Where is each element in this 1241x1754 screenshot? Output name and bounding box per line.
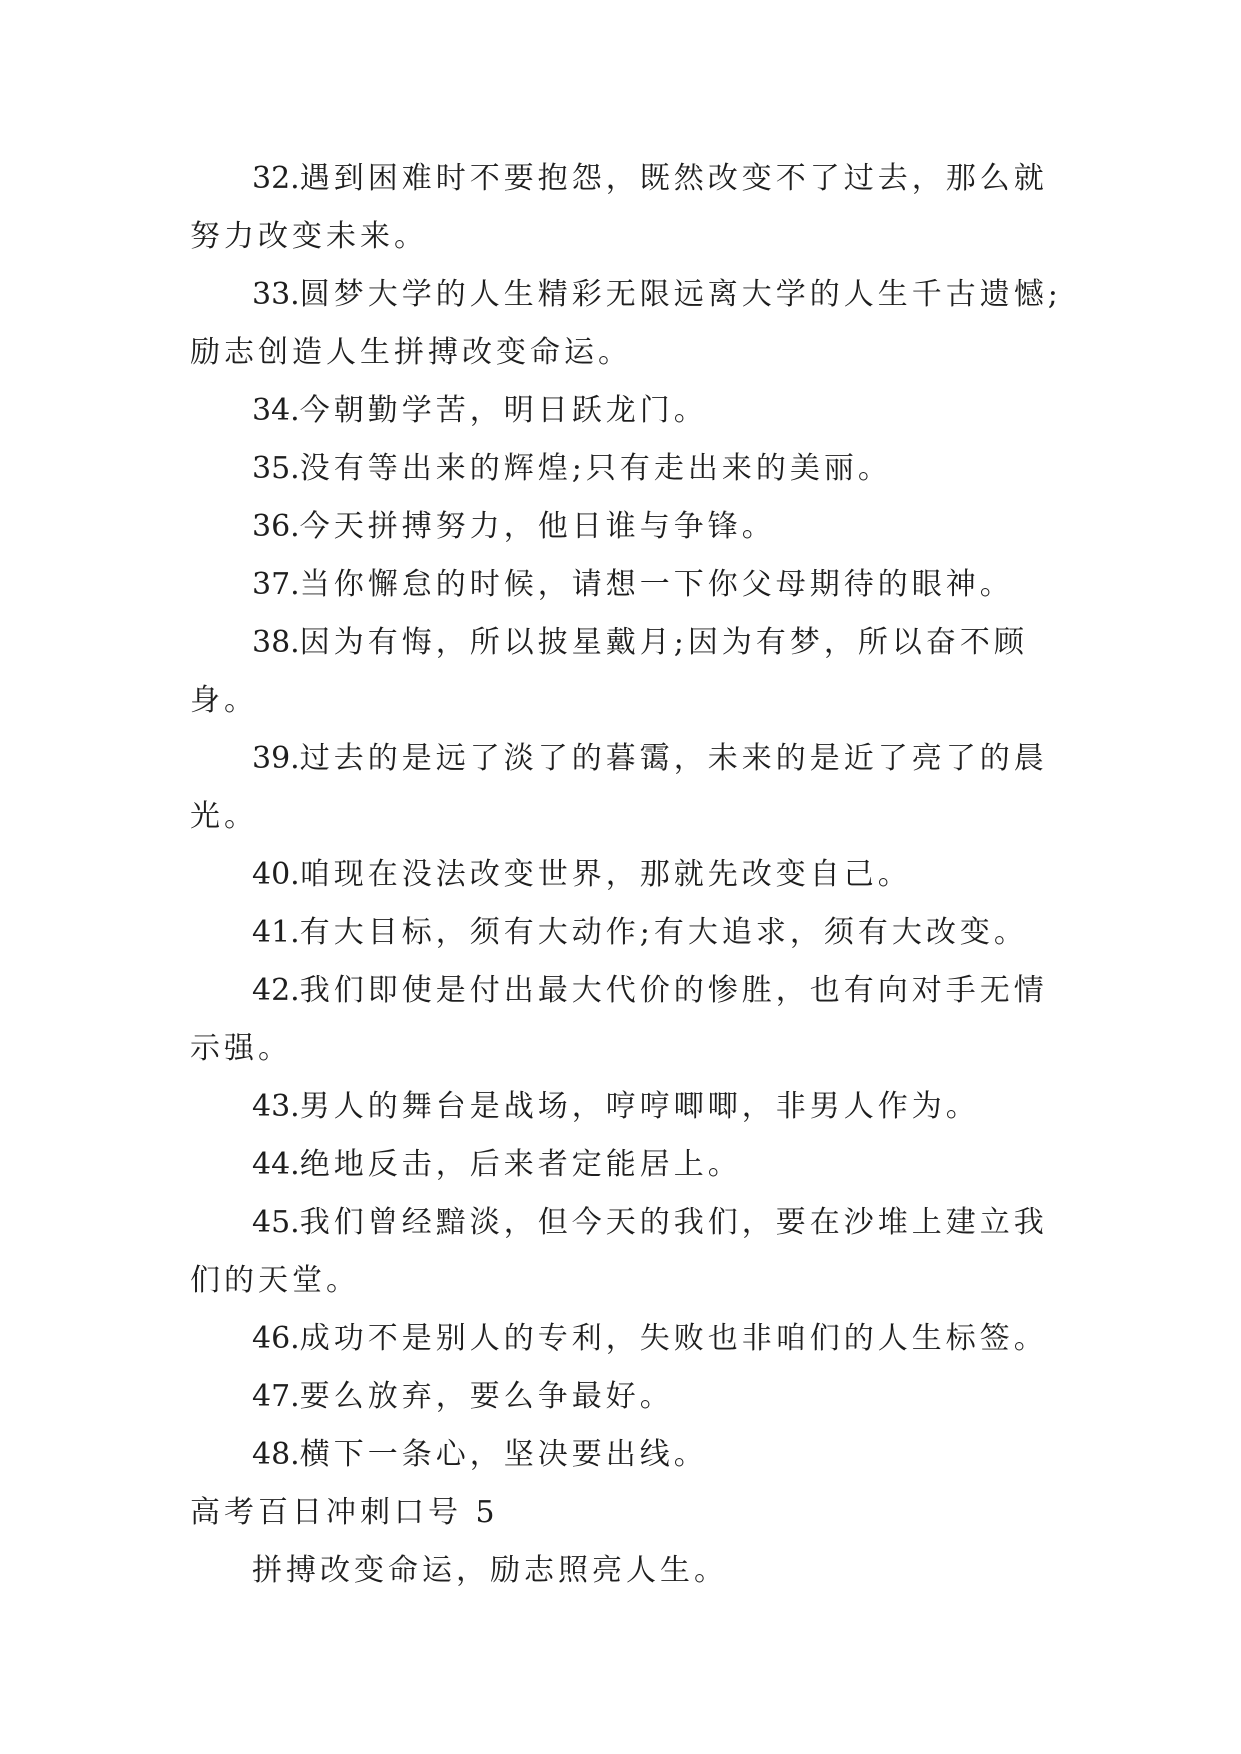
item-number: 40.	[252, 857, 300, 892]
item-number: 38.	[252, 625, 300, 660]
item-number: 37.	[252, 567, 300, 602]
list-item	[190, 962, 1070, 1078]
item-text: 过去的是远了淡了的暮霭，未来的是近了亮了的晨光。	[190, 741, 1048, 834]
list-item	[190, 556, 1070, 614]
item-text: 咱现在没法改变世界，那就先改变自己。	[299, 857, 912, 892]
item-text: 我们即使是付出最大代价的惨胜，也有向对手无情示强。	[190, 973, 1048, 1066]
list-item	[190, 614, 1070, 730]
item-text: 有大目标，须有大动作;有大追求，须有大改变。	[299, 915, 1028, 950]
list-item	[190, 440, 1070, 498]
item-text: 绝地反击，后来者定能居上。	[299, 1147, 742, 1182]
item-text: 要么放弃，要么争最好。	[299, 1379, 674, 1414]
list-item	[190, 846, 1070, 904]
list-item	[190, 1194, 1070, 1310]
item-text: 因为有悔，所以披星戴月;因为有梦，所以奋不顾身。	[190, 625, 1028, 718]
item-number: 34.	[252, 393, 300, 428]
item-text: 没有等出来的辉煌;只有走出来的美丽。	[299, 451, 892, 486]
item-number: 43.	[252, 1089, 300, 1124]
list-item	[190, 730, 1070, 846]
item-text: 横下一条心，坚决要出线。	[299, 1437, 708, 1472]
item-number: 41.	[252, 915, 300, 950]
item-text: 遇到困难时不要抱怨，既然改变不了过去，那么就努力改变未来。	[190, 161, 1048, 254]
item-number: 33.	[252, 277, 300, 312]
item-number: 35.	[252, 451, 300, 486]
item-number: 36.	[252, 509, 300, 544]
item-text: 圆梦大学的人生精彩无限远离大学的人生千古遗憾;励志创造人生拼搏改变命运。	[190, 277, 1062, 370]
item-text: 男人的舞台是战场，哼哼唧唧，非男人作为。	[299, 1089, 980, 1124]
list-item	[190, 382, 1070, 440]
item-number: 42.	[252, 973, 300, 1008]
item-number: 32.	[252, 161, 300, 196]
item-number: 45.	[252, 1205, 300, 1240]
list-item	[190, 1136, 1070, 1194]
list-item	[190, 498, 1070, 556]
closing-line: 拼搏改变命运，励志照亮人生。	[252, 1553, 728, 1588]
item-number: 44.	[252, 1147, 300, 1182]
item-text: 成功不是别人的专利，失败也非咱们的人生标签。	[299, 1321, 1048, 1356]
section-heading: 高考百日冲刺口号 5	[190, 1495, 499, 1530]
list-item	[190, 266, 1070, 382]
list-item	[190, 904, 1070, 962]
item-text: 今天拼搏努力，他日谁与争锋。	[299, 509, 776, 544]
list-item	[190, 1310, 1070, 1368]
item-number: 48.	[252, 1437, 300, 1472]
item-text: 当你懈怠的时候，请想一下你父母期待的眼神。	[299, 567, 1014, 602]
item-number: 46.	[252, 1321, 300, 1356]
document-page	[190, 150, 1070, 1600]
list-item	[190, 1426, 1070, 1484]
item-number: 47.	[252, 1379, 300, 1414]
list-item	[190, 1078, 1070, 1136]
item-text: 今朝勤学苦，明日跃龙门。	[299, 393, 708, 428]
item-text: 我们曾经黯淡，但今天的我们，要在沙堆上建立我们的天堂。	[190, 1205, 1048, 1298]
list-item	[190, 1368, 1070, 1426]
item-number: 39.	[252, 741, 300, 776]
list-item	[190, 150, 1070, 266]
